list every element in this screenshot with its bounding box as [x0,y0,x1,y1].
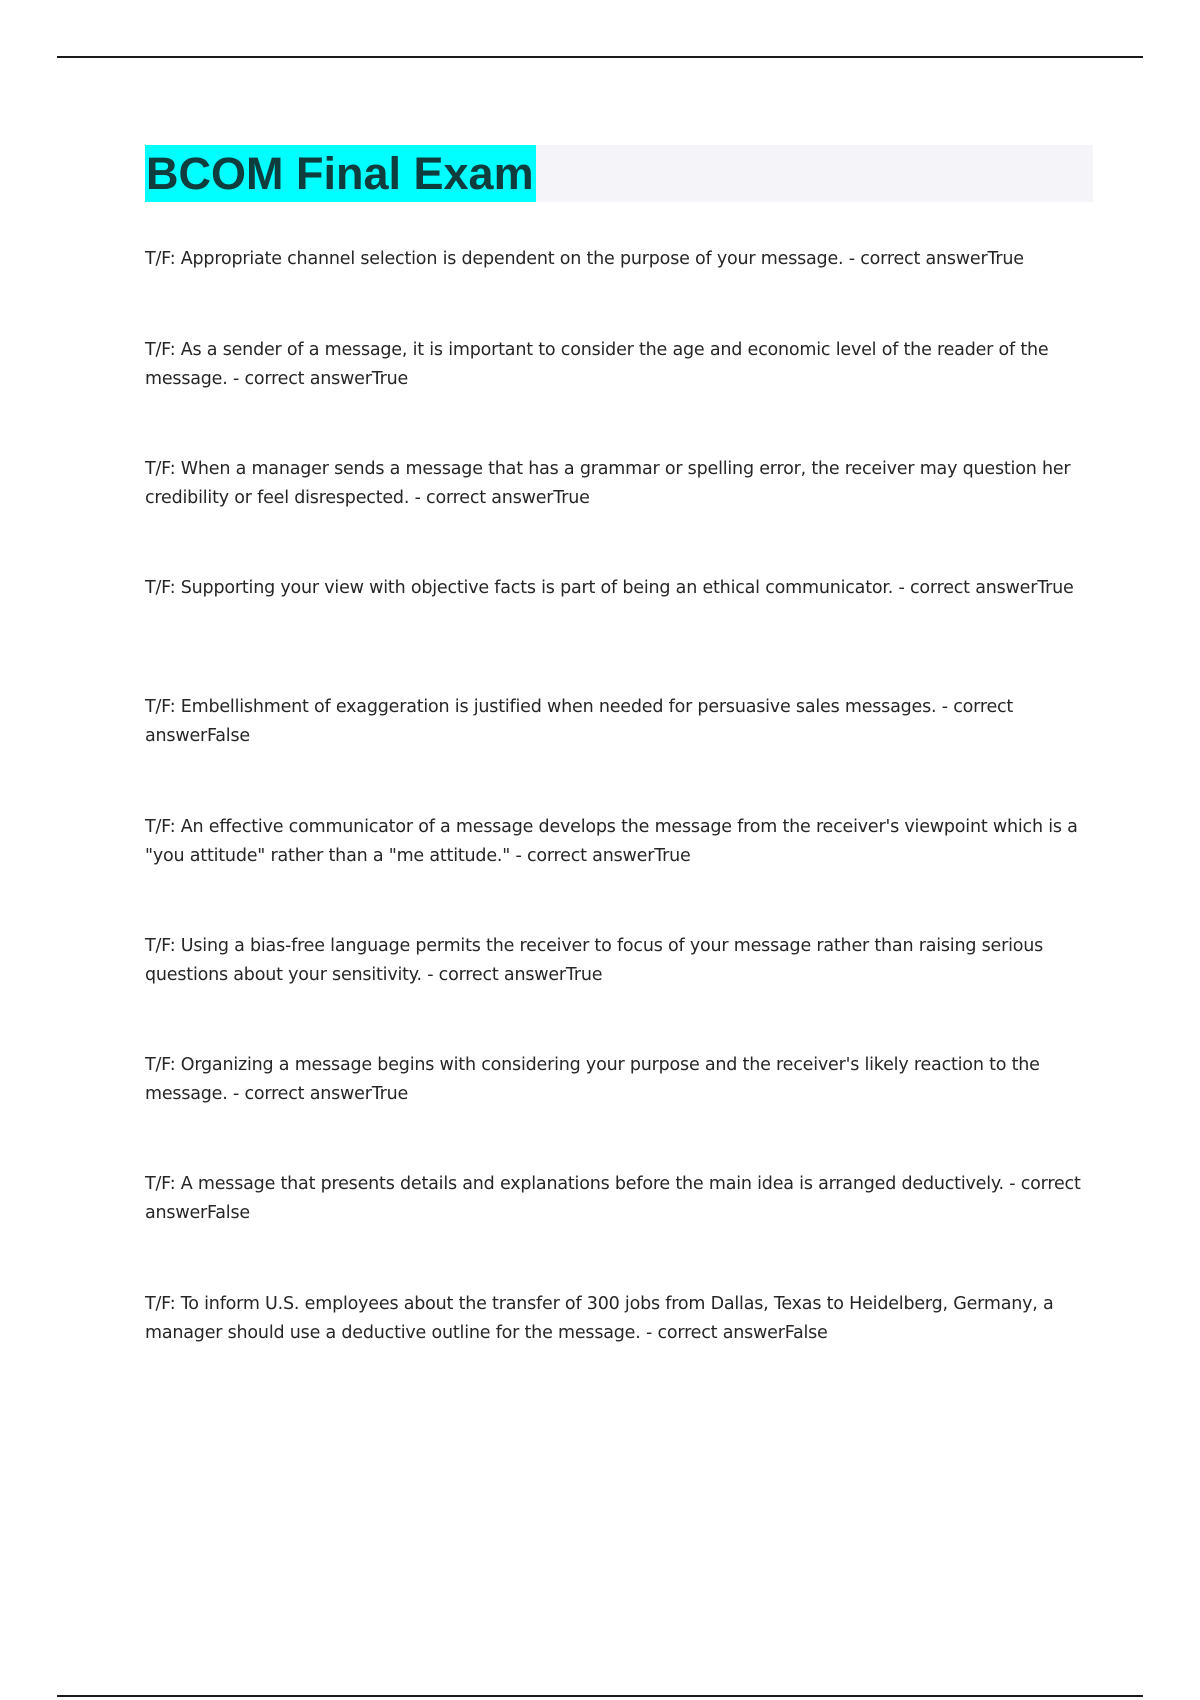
bottom-rule [57,1695,1143,1697]
question-item-3: T/F: When a manager sends a message that has a grammar or spelling error, the receiver may question her credibility or feel disrespected. - correct answerTrue [145,459,1071,508]
question-item-5: T/F: Embellishment of exaggeration is justified when needed for persuasive sales messages. - correct answerFalse [145,697,1014,746]
question-item-4: T/F: Supporting your view with objective facts is part of being an ethical communicator. - correct answerTrue [145,578,1074,598]
question-item-2: T/F: As a sender of a message, it is important to consider the age and economic level of the reader of the message. - correct answerTrue [145,340,1049,389]
question-item-9: T/F: A message that presents details and explanations before the main idea is arranged deductively. - correct answerFalse [145,1174,1081,1223]
question-item-8: T/F: Organizing a message begins with considering your purpose and the receiver's likely reaction to the message. - correct answerTrue [145,1055,1040,1104]
question-item-7: T/F: Using a bias-free language permits the receiver to focus of your message rather than raising serious questions about your sensitivity. - correct answerTrue [145,936,1044,985]
question-item-10: T/F: To inform U.S. employees about the transfer of 300 jobs from Dallas, Texas to Heidelberg, Germany, a manager should use a deductive outline for the message. - correct answerFalse [145,1294,1054,1343]
page-title: BCOM Final Exam [145,145,536,202]
top-rule [57,56,1143,58]
question-item-6: T/F: An effective communicator of a message develops the message from the receiver's viewpoint which is a "you attitude" rather than a "me attitude." - correct answerTrue [145,817,1078,866]
question-item-1: T/F: Appropriate channel selection is dependent on the purpose of your message. - correct answerTrue [145,249,1024,269]
title-band [145,145,1093,202]
